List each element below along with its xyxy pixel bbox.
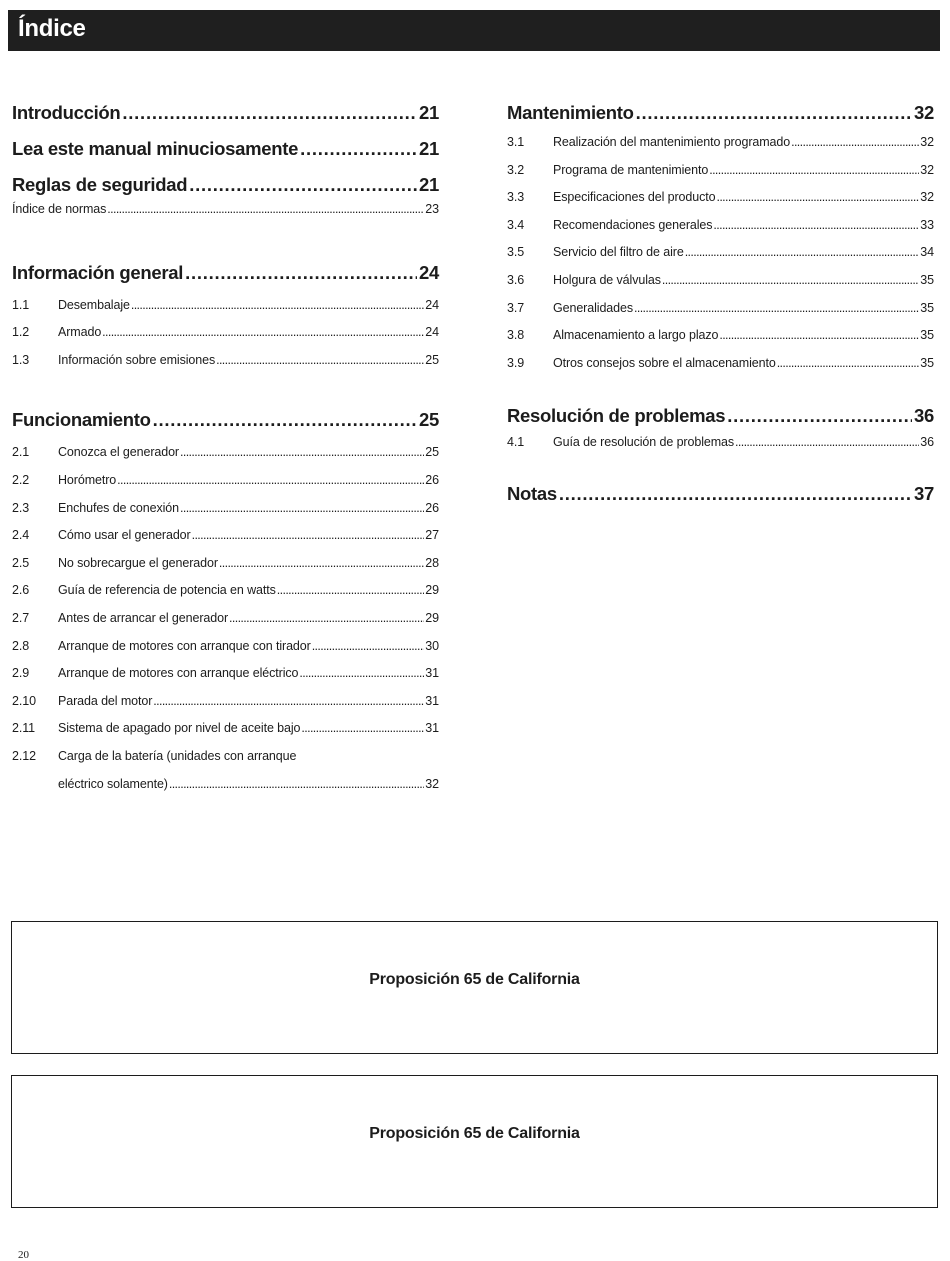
toc-item-number: 3.8 — [507, 328, 525, 343]
page-number: 20 — [18, 1249, 29, 1261]
dot-leader — [277, 579, 425, 601]
toc-item-3-7[interactable] — [507, 297, 934, 325]
dot-leader — [192, 524, 425, 546]
toc-item-2-5[interactable] — [12, 552, 439, 580]
toc-item-page: 35 — [920, 300, 934, 315]
toc-item-page: 32 — [425, 776, 439, 791]
toc-item-page: 29 — [425, 583, 439, 598]
toc-item-2-10[interactable] — [12, 690, 439, 718]
toc-item-2-6[interactable] — [12, 579, 439, 607]
prop-65-box — [11, 921, 938, 1054]
toc-item-number: 3.1 — [507, 135, 525, 149]
toc-item-title: Conozca el generador — [58, 445, 179, 460]
toc-item-page: 30 — [425, 638, 439, 653]
toc-item-2-2[interactable] — [12, 469, 439, 497]
toc-item-title: Armado — [58, 325, 102, 340]
toc-item-2-1[interactable] — [12, 441, 439, 469]
toc-item-number: 2.6 — [12, 583, 30, 598]
toc-item-page: 24 — [425, 325, 439, 340]
toc-item-page: 26 — [425, 500, 439, 515]
toc-section-page: 21 — [419, 174, 439, 195]
toc-section-informacion-general[interactable] — [12, 258, 439, 294]
toc-item-1-1[interactable] — [12, 294, 439, 322]
toc-item-title: Desembalaje — [58, 297, 130, 312]
dot-leader — [713, 214, 919, 236]
toc-item-number: 2.7 — [12, 610, 30, 625]
toc-item-title: Programa de mantenimiento — [553, 162, 709, 177]
toc-item-number: 2.4 — [12, 528, 30, 543]
toc-item-page: 26 — [425, 472, 439, 487]
toc-item-title: Sistema de apagado por nivel de aceite bajo — [58, 721, 301, 736]
dot-leader — [719, 324, 919, 346]
toc-section-funcionamiento[interactable] — [12, 405, 439, 441]
toc-item-page: 35 — [920, 272, 934, 287]
dot-leader — [180, 441, 424, 463]
toc-item-page: 24 — [425, 297, 439, 312]
prop-65-box — [11, 1075, 938, 1208]
toc-item-number: 3.2 — [507, 162, 525, 177]
toc-item-page: 25 — [425, 445, 439, 460]
toc-item-title: Holgura de válvulas — [553, 272, 661, 287]
prop-65-title: Proposición 65 de California — [369, 970, 580, 988]
toc-item-indice-de-normas[interactable] — [12, 198, 439, 226]
toc-item-2-11[interactable] — [12, 717, 439, 745]
toc-item-title: Servicio del filtro de aire — [553, 245, 684, 260]
dot-leader — [102, 321, 424, 343]
toc-item-page: 28 — [425, 555, 439, 570]
dot-leader — [153, 405, 417, 435]
toc-item-title: Índice de normas — [12, 202, 107, 216]
toc-section-title: Funcionamiento — [12, 409, 151, 431]
toc-item-page: 34 — [920, 245, 934, 260]
dot-leader — [189, 170, 417, 200]
toc-item-2-3[interactable] — [12, 497, 439, 525]
toc-item-number: 2.10 — [12, 693, 36, 708]
toc-item-2-7[interactable] — [12, 607, 439, 635]
toc-item-number: 3.4 — [507, 217, 525, 232]
dot-leader — [300, 134, 417, 164]
toc-section-introduccion[interactable] — [12, 98, 439, 134]
toc-item-page: 32 — [920, 190, 934, 205]
dot-leader — [229, 607, 424, 629]
toc-item-number: 2.12 — [12, 748, 36, 763]
toc-item-title: Antes de arrancar el generador — [58, 610, 229, 625]
toc-item-1-2[interactable] — [12, 321, 439, 349]
toc-item-number: 3.6 — [507, 272, 525, 287]
dot-leader — [716, 186, 919, 208]
toc-item-page: 31 — [425, 693, 439, 708]
toc-item-number: 3.7 — [507, 300, 525, 315]
toc-item-page: 31 — [425, 666, 439, 681]
toc-section-page: 21 — [419, 138, 439, 159]
toc-item-3-4[interactable] — [507, 214, 934, 242]
toc-item-title: Especificaciones del producto — [553, 190, 716, 205]
toc-item-number: 1.2 — [12, 325, 30, 340]
toc-section-title: Mantenimiento — [507, 102, 634, 123]
toc-section-page: 32 — [914, 102, 934, 123]
toc-item-3-5[interactable] — [507, 241, 934, 269]
dot-leader — [185, 258, 417, 288]
toc-item-page: 31 — [425, 721, 439, 736]
toc-item-2-12-continued[interactable] — [12, 773, 439, 801]
toc-section-page: 24 — [419, 261, 439, 283]
toc-item-number: 4.1 — [507, 435, 525, 450]
toc-section-title: Reglas de seguridad — [12, 174, 188, 195]
toc-item-number: 2.1 — [12, 445, 30, 460]
dot-leader — [634, 297, 919, 319]
toc-item-page: 32 — [920, 135, 934, 149]
dot-leader — [777, 352, 920, 374]
toc-section-notas[interactable] — [507, 479, 934, 515]
page-title: Índice — [18, 15, 86, 42]
toc-item-page: 36 — [920, 435, 934, 450]
toc-section-lea-este-manual[interactable] — [12, 134, 439, 170]
toc-item-number: 2.8 — [12, 638, 30, 653]
toc-item-title: No sobrecargue el generador — [58, 555, 218, 570]
toc-section-title: Introducción — [12, 102, 121, 123]
toc-item-title: Arranque de motores con arranque eléctrico — [58, 666, 299, 681]
toc-item-3-2[interactable] — [507, 159, 934, 187]
toc-item-title: Información sobre emisiones — [58, 352, 216, 367]
toc-item-2-8[interactable] — [12, 635, 439, 663]
toc-section-page: 36 — [914, 405, 934, 427]
toc-item-title: Recomendaciones generales — [553, 217, 713, 232]
toc-item-number: 2.5 — [12, 555, 30, 570]
toc-item-page: 25 — [425, 352, 439, 367]
dot-leader — [559, 479, 912, 509]
toc-item-title: Horómetro — [58, 472, 117, 487]
toc-section-title: Lea este manual minuciosamente — [12, 138, 299, 159]
toc-item-number: 3.3 — [507, 190, 525, 205]
toc-item-page: 23 — [425, 202, 439, 216]
toc-item-title: Cómo usar el generador — [58, 528, 191, 543]
toc-item-number: 2.2 — [12, 472, 30, 487]
toc-right-column — [507, 98, 934, 515]
dot-leader — [301, 717, 424, 739]
dot-leader — [153, 690, 424, 712]
toc-section-title: Notas — [507, 482, 557, 504]
dot-leader — [662, 269, 919, 291]
toc-item-number: 1.3 — [12, 352, 30, 367]
toc-item-title: Otros consejos sobre el almacenamiento — [553, 355, 776, 370]
toc-item-title: Enchufes de conexión — [58, 500, 180, 515]
dot-leader — [169, 773, 424, 795]
toc-item-title: Arranque de motores con arranque con tirador — [58, 638, 311, 653]
toc-item-title: Parada del motor — [58, 693, 153, 708]
toc-item-3-3[interactable] — [507, 186, 934, 214]
toc-item-2-12[interactable] — [12, 745, 439, 773]
dot-leader — [122, 98, 417, 128]
dot-leader — [107, 198, 424, 220]
toc-item-2-9[interactable] — [12, 662, 439, 690]
toc-item-1-3[interactable] — [12, 349, 439, 377]
toc-item-3-1[interactable] — [507, 131, 934, 159]
toc-item-page: 32 — [920, 162, 934, 177]
header-bar — [8, 10, 940, 51]
dot-leader — [117, 469, 424, 491]
toc-item-number: 3.5 — [507, 245, 525, 260]
toc-item-4-1[interactable] — [507, 431, 934, 459]
toc-item-number: 2.11 — [12, 721, 36, 736]
toc-item-title: Almacenamiento a largo plazo — [553, 328, 719, 343]
toc-left-column — [12, 98, 439, 800]
toc-item-2-4[interactable] — [12, 524, 439, 552]
toc-section-mantenimiento[interactable] — [507, 98, 934, 134]
dot-leader — [709, 159, 919, 181]
dot-leader — [636, 98, 912, 128]
dot-leader — [219, 552, 424, 574]
dot-leader — [735, 431, 919, 453]
toc-item-3-9[interactable] — [507, 352, 934, 380]
dot-leader — [685, 241, 920, 263]
toc-item-title-continued: eléctrico solamente) — [58, 776, 168, 791]
dot-leader — [791, 131, 919, 153]
toc-section-page: 25 — [419, 409, 439, 431]
toc-item-title: Generalidades — [553, 300, 634, 315]
toc-section-page: 37 — [914, 482, 934, 504]
dot-leader — [180, 497, 424, 519]
toc-item-title: Realización del mantenimiento programado — [553, 135, 791, 149]
dot-leader — [299, 662, 424, 684]
dot-leader — [131, 294, 424, 316]
toc-item-page: 35 — [920, 355, 934, 370]
toc-item-number: 1.1 — [12, 297, 30, 312]
toc-item-page: 33 — [920, 217, 934, 232]
dot-leader — [727, 401, 912, 431]
toc-item-3-8[interactable] — [507, 324, 934, 352]
toc-section-title: Resolución de problemas — [507, 405, 726, 427]
dot-leader — [312, 635, 425, 657]
toc-item-title: Guía de referencia de potencia en watts — [58, 583, 276, 598]
toc-item-number: 2.3 — [12, 500, 30, 515]
toc-item-page: 35 — [920, 328, 934, 343]
toc-section-title: Información general — [12, 261, 184, 283]
toc-item-page: 27 — [425, 528, 439, 543]
toc-item-page: 29 — [425, 610, 439, 625]
toc-item-number: 2.9 — [12, 666, 30, 681]
toc-item-title: Carga de la batería (unidades con arranque — [58, 748, 297, 763]
toc-item-number: 3.9 — [507, 355, 525, 370]
toc-section-page: 21 — [419, 102, 439, 123]
dot-leader — [216, 349, 424, 371]
toc-item-title: Guía de resolución de problemas — [553, 435, 735, 450]
toc-item-3-6[interactable] — [507, 269, 934, 297]
prop-65-title: Proposición 65 de California — [369, 1124, 580, 1142]
